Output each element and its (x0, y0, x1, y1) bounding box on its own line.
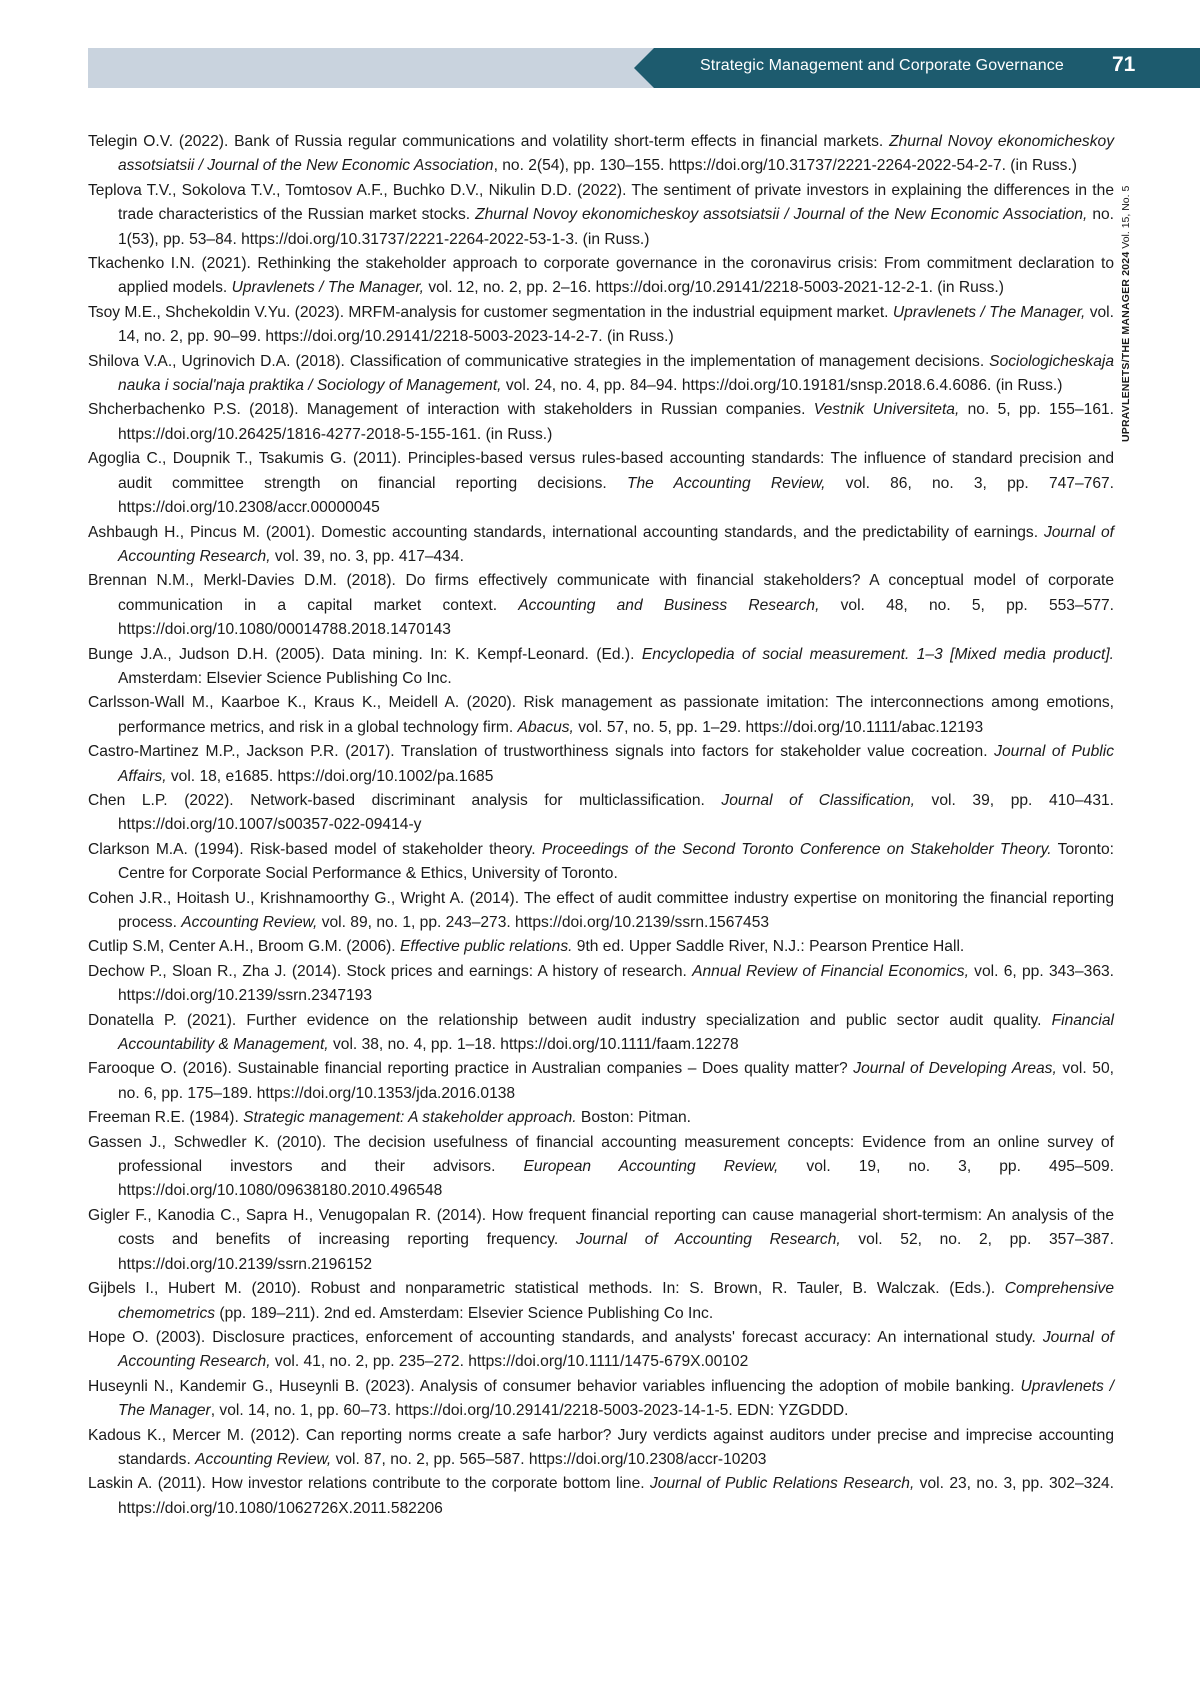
reference-text: Hope O. (2003). Disclosure practices, enforcement of accounting standards, and analysts' forecast accuracy: An international study. (88, 1328, 1043, 1346)
reference-source: Journal of Classification, (721, 791, 915, 809)
reference-entry (88, 1009, 1114, 1058)
reference-entry (88, 447, 1114, 520)
reference-source: Accounting Review, (195, 1450, 332, 1468)
reference-entry (88, 252, 1114, 301)
reference-details: vol. 19, no. 3, pp. 495–509. https://doi.org/10.1080/09638180.2010.496548 (118, 1158, 1114, 1200)
reference-text: Farooque O. (2016). Sustainable financial reporting practice in Australian companies – Does quality matter? (88, 1060, 854, 1078)
reference-source: Strategic management: A stakeholder approach. (243, 1109, 577, 1127)
reference-source: Financial Accountability & Management, (118, 1011, 1114, 1054)
reference-text: Gassen J., Schwedler K. (2010). The decision usefulness of financial accounting measurement concepts: Evidence from an online survey of professional investors and their advisors. (88, 1133, 1114, 1176)
reference-entry (88, 1057, 1114, 1106)
reference-details: vol. 24, no. 4, pp. 84–94. https://doi.org/10.19181/snsp.2018.6.4.6086. (in Russ.) (501, 377, 1063, 395)
reference-text: Telegin O.V. (2022). Bank of Russia regular communications and volatility short-term effects in financial markets. (88, 133, 890, 150)
reference-entry (88, 179, 1114, 252)
reference-entry (88, 691, 1114, 740)
reference-details: vol. 41, no. 2, pp. 235–272. https://doi.org/10.1111/1475-679X.00102 (270, 1353, 749, 1371)
reference-details: vol. 12, no. 2, pp. 2–16. https://doi.org/10.29141/2218-5003-2021-12-2-1. (in Russ.) (424, 279, 1004, 297)
reference-details: no. 1(53), pp. 53–84. https://doi.org/10.31737/2221-2264-2022-53-1-3. (in Russ.) (118, 206, 1115, 248)
reference-details: vol. 50, no. 6, pp. 175–189. https://doi.org/10.1353/jda.2016.0138 (118, 1060, 1114, 1102)
reference-text: Castro-Martinez M.P., Jackson P.R. (2017). Translation of trustworthiness signals into factors for stakeholder value cocreation. (88, 743, 995, 761)
reference-entry (88, 838, 1114, 887)
reference-text: Brennan N.M., Merkl-Davies D.M. (2018). Do firms effectively communicate with financial stakeholders? A conceptual model of corporate communication in a capital market context. (88, 572, 1114, 614)
reference-text: Agoglia C., Doupnik T., Tsakumis G. (2011). Principles-based versus rules-based accounting standards: The influence of standard precision and audit committee strength on financial reporting decisions. (88, 450, 1114, 492)
reference-source: Sociologicheskaja nauka i social'naja praktika / Sociology of Management, (118, 352, 1114, 395)
reference-text: Shcherbachenko P.S. (2018). Management of interaction with stakeholders in Russian companies. (88, 401, 814, 419)
reference-text: Bunge J.A., Judson D.H. (2005). Data mining. In: K. Kempf-Leonard. (Ed.). (88, 645, 642, 663)
reference-entry (88, 1106, 1114, 1130)
reference-source: Upravlenets / The Manager, (231, 279, 424, 297)
reference-source: European Accounting Review, (523, 1158, 779, 1176)
reference-details: vol. 18, e1685. https://doi.org/10.1002/pa.1685 (166, 767, 494, 785)
reference-entry (88, 398, 1114, 447)
reference-details: vol. 14, no. 2, pp. 90–99. https://doi.org/10.29141/2218-5003-2023-14-2-7. (in Russ.) (118, 303, 1114, 346)
reference-entry (88, 1277, 1114, 1326)
journal-side-label (1120, 122, 1132, 442)
reference-source: Upravlenets / The Manager, (892, 303, 1086, 321)
reference-entry (88, 1131, 1114, 1204)
reference-text: Cohen J.R., Hoitash U., Krishnamoorthy G., Wright A. (2014). The effect of audit committee industry expertise on monitoring the financial reporting process. (88, 889, 1114, 931)
section-title: Strategic Management and Corporate Governance (700, 57, 1064, 74)
reference-text: Gijbels I., Hubert M. (2010). Robust and nonparametric statistical methods. In: S. Brown, R. Tauler, B. Walczak. (Eds.). (88, 1280, 1005, 1298)
reference-details: vol. 38, no. 4, pp. 1–18. https://doi.org/10.1111/faam.12278 (328, 1036, 739, 1054)
reference-text: Laskin A. (2011). How investor relations contribute to the corporate bottom line. (88, 1475, 650, 1493)
reference-source: Proceedings of the Second Toronto Conference on Stakeholder Theory. (541, 840, 1052, 858)
reference-source: Zhurnal Novoy ekonomicheskoy assotsiatsii / Journal of the New Economic Association, (475, 206, 1088, 224)
reference-entry (88, 1424, 1114, 1473)
reference-text: Freeman R.E. (1984). (88, 1109, 244, 1127)
reference-text: Teplova T.V., Sokolova T.V., Tomtosov A.F., Buchko D.V., Nikulin D.D. (2022). The sentiment of private investors in explaining the differences in the trade characteristics of the Russian market stocks. (88, 181, 1114, 224)
reference-details: vol. 6, pp. 343–363. https://doi.org/10.2139/ssrn.2347193 (118, 962, 1114, 1005)
reference-entry (88, 521, 1114, 570)
reference-text: Carlsson-Wall M., Kaarboe K., Kraus K., Meidell A. (2020). Risk management as passionate imitation: The interconnections among emotions, performance metrics, and risk in a global technology firm. (88, 694, 1114, 736)
reference-source: Effective public relations. (399, 938, 573, 956)
reference-details: Boston: Pitman. (576, 1109, 692, 1127)
reference-source: Journal of Public Affairs, (118, 743, 1114, 785)
reference-source: The Accounting Review, (626, 474, 826, 492)
reference-source: Accounting Review, (181, 914, 318, 931)
reference-text: Dechow P., Sloan R., Zha J. (2014). Stock prices and earnings: A history of research. (88, 962, 693, 980)
reference-entry (88, 1375, 1114, 1424)
reference-source: Encyclopedia of social measurement. 1–3 [Mixed media product]. (641, 645, 1115, 663)
reference-entry (88, 740, 1114, 789)
reference-source: Abacus, (517, 718, 574, 736)
reference-details: vol. 89, no. 1, pp. 243–273. https://doi.org/10.2139/ssrn.1567453 (317, 914, 770, 931)
reference-details: (pp. 189–211). 2nd ed. Amsterdam: Elsevier Science Publishing Co Inc. (215, 1304, 714, 1322)
reference-details: vol. 48, no. 5, pp. 553–577. https://doi.org/10.1080/00014788.2018.1470143 (118, 596, 1114, 639)
reference-details: Amsterdam: Elsevier Science Publishing Co Inc. (118, 669, 452, 687)
reference-details: vol. 87, no. 2, pp. 565–587. https://doi.org/10.2308/accr-10203 (331, 1450, 767, 1468)
reference-details: vol. 86, no. 3, pp. 747–767. https://doi.org/10.2308/accr.00000045 (118, 474, 1115, 517)
reference-source: Journal of Developing Areas, (853, 1060, 1057, 1078)
reference-details: vol. 57, no. 5, pp. 1–29. https://doi.org/10.1111/abac.12193 (573, 718, 984, 736)
reference-entry (88, 350, 1114, 399)
reference-details: vol. 52, no. 2, pp. 357–387. https://doi.org/10.2139/ssrn.2196152 (118, 1231, 1115, 1273)
reference-source: Journal of Accounting Research, (575, 1231, 841, 1249)
reference-list (88, 130, 1114, 1521)
reference-text: Chen L.P. (2022). Network-based discriminant analysis for multiclassification. (88, 791, 722, 809)
reference-source: Journal of Accounting Research, (118, 1328, 1114, 1371)
reference-entry (88, 130, 1114, 179)
reference-entry (88, 960, 1114, 1009)
reference-entry (88, 1326, 1114, 1375)
reference-source: Journal of Public Relations Research, (650, 1475, 915, 1493)
reference-details: vol. 39, no. 3, pp. 417–434. (270, 547, 464, 565)
reference-source: Vestnik Universiteta, (813, 401, 960, 419)
reference-details: Toronto: Centre for Corporate Social Performance & Ethics, University of Toronto. (118, 840, 1114, 883)
reference-details: 9th ed. Upper Saddle River, N.J.: Pearson Prentice Hall. (572, 938, 965, 956)
journal-name: UPRAVLENETS/THE MANAGER 2024 (1120, 251, 1132, 442)
journal-issue: Vol. 15, No. 5 (1120, 185, 1132, 252)
reference-entry (88, 1472, 1114, 1521)
reference-text: Tkachenko I.N. (2021). Rethinking the stakeholder approach to corporate governance in the coronavirus crisis: From commitment declaration to applied models. (88, 255, 1114, 297)
reference-entry (88, 569, 1114, 642)
reference-text: Clarkson M.A. (1994). Risk-based model of stakeholder theory. (88, 840, 542, 858)
reference-details: vol. 23, no. 3, pp. 302–324. https://doi.org/10.1080/1062726X.2011.582206 (118, 1475, 1114, 1517)
reference-entry (88, 1204, 1114, 1277)
reference-text: Cutlip S.M, Center A.H., Broom G.M. (2006). (88, 938, 400, 956)
reference-source: Upravlenets / The Manager (118, 1377, 1114, 1420)
reference-text: Shilova V.A., Ugrinovich D.A. (2018). Classification of communicative strategies in the implementation of management decisions. (88, 352, 990, 370)
reference-text: Gigler F., Kanodia C., Sapra H., Venugopalan R. (2014). How frequent financial reporting can cause managerial short-termism: An analysis of the costs and benefits of increasing reporting frequency. (88, 1206, 1114, 1249)
reference-details: , no. 2(54), pp. 130–155. https://doi.org/10.31737/2221-2264-2022-54-2-7. (in Russ.) (493, 157, 1077, 175)
reference-entry (88, 643, 1114, 692)
reference-details: vol. 39, pp. 410–431. https://doi.org/10.1007/s00357-022-09414-y (118, 791, 1115, 834)
reference-source: Accounting and Business Research, (518, 596, 820, 614)
reference-source: Journal of Accounting Research, (118, 523, 1114, 565)
reference-entry (88, 887, 1114, 936)
reference-entry (88, 301, 1114, 350)
page-number: 71 (1112, 53, 1136, 76)
reference-text: Kadous K., Mercer M. (2012). Can reporting norms create a safe harbor? Jury verdicts against auditors under precise and imprecise accounting standards. (88, 1426, 1114, 1468)
reference-text: Huseynli N., Kandemir G., Huseynli B. (2023). Analysis of consumer behavior variables influencing the adoption of mobile banking. (88, 1377, 1021, 1395)
reference-source: Zhurnal Novoy ekonomicheskoy assotsiatsii / Journal of the New Economic Association (118, 133, 1114, 175)
reference-details: no. 5, pp. 155–161. https://doi.org/10.26425/1816-4277-2018-5-155-161. (in Russ.) (118, 401, 1114, 443)
reference-text: Donatella P. (2021). Further evidence on the relationship between audit industry specialization and public sector audit quality. (88, 1011, 1052, 1029)
reference-source: Comprehensive chemometrics (118, 1280, 1114, 1322)
reference-text: Ashbaugh H., Pincus M. (2001). Domestic accounting standards, international accounting standards, and the predictability of earnings. (88, 523, 1044, 541)
reference-text: Tsoy M.E., Shchekoldin V.Yu. (2023). MRFM-analysis for customer segmentation in the industrial equipment market. (88, 303, 893, 321)
reference-source: Annual Review of Financial Economics, (692, 962, 969, 980)
reference-entry (88, 789, 1114, 838)
reference-details: , vol. 14, no. 1, pp. 60–73. https://doi.org/10.29141/2218-5003-2023-14-1-5. EDN: YZGDDD. (210, 1402, 849, 1420)
reference-entry (88, 935, 1114, 959)
